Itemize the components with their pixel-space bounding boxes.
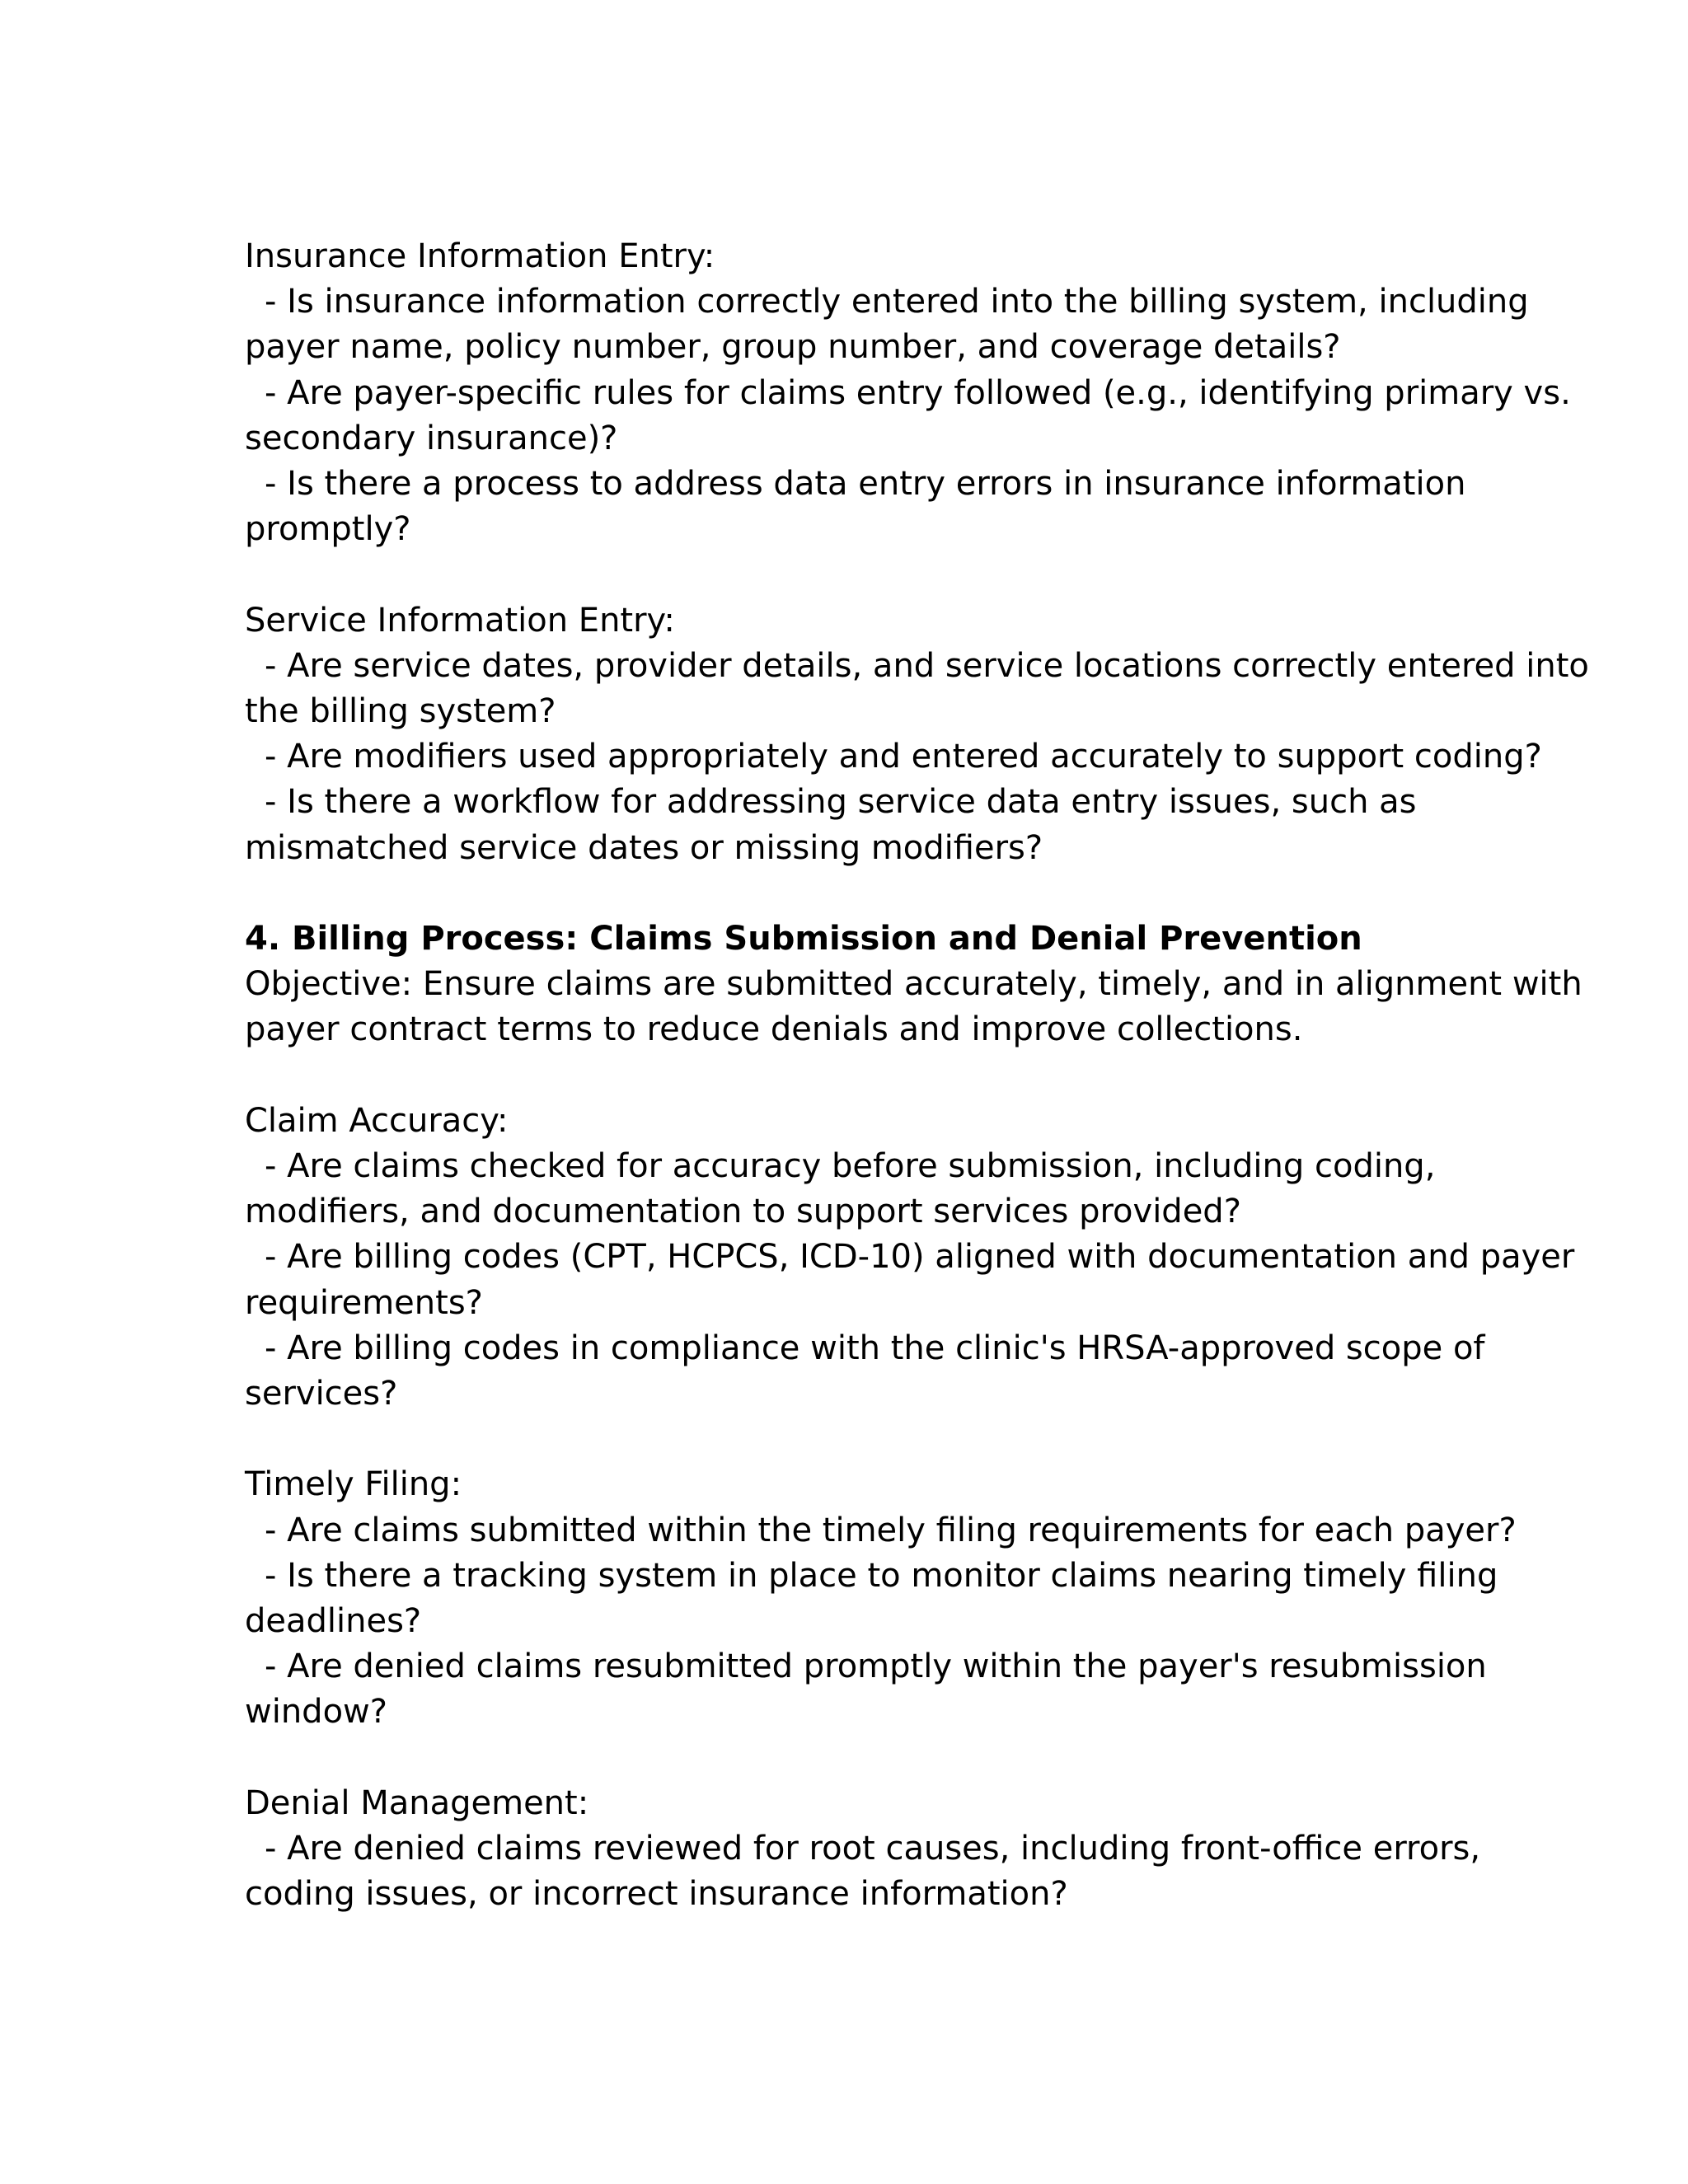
denial-management-heading: Denial Management:	[245, 1783, 589, 1822]
insurance-question-2-line-1: - Are payer-specific rules for claims entry followed (e.g., identifying primary vs.	[265, 373, 1571, 412]
claim-accuracy-heading: Claim Accuracy:	[245, 1101, 509, 1140]
service-question-1-line-1: - Are service dates, provider details, and service locations correctly entered into	[265, 646, 1589, 685]
insurance-section-heading: Insurance Information Entry:	[245, 237, 715, 275]
timely-filing-heading: Timely Filing:	[245, 1465, 462, 1504]
timely-filing-question-1-line-1: - Are claims submitted within the timely filing requirements for each payer?	[265, 1511, 1517, 1549]
timely-filing-question-2-line-2: deadlines?	[245, 1602, 422, 1641]
timely-filing-question-2-line-1: - Is there a tracking system in place to monitor claims nearing timely filing	[265, 1556, 1498, 1595]
paragraph-spacer	[245, 871, 1456, 916]
insurance-question-1-line-1: - Is insurance information correctly entered into the billing system, including	[265, 283, 1529, 321]
paragraph-spacer	[245, 552, 1456, 598]
service-question-3-line-2: mismatched service dates or missing modifiers?	[245, 828, 1043, 867]
insurance-question-2-line-2: secondary insurance)?	[245, 419, 618, 457]
service-question-1-line-2: the billing system?	[245, 692, 556, 731]
paragraph-spacer	[245, 1053, 1456, 1099]
claim-accuracy-question-3-line-1: - Are billing codes in compliance with the clinic's HRSA-approved scope of	[265, 1329, 1485, 1367]
service-question-2-line-1: - Are modifiers used appropriately and entered accurately to support coding?	[265, 738, 1542, 776]
claim-accuracy-question-2-line-1: - Are billing codes (CPT, HCPCS, ICD-10) aligned with documentation and payer	[265, 1238, 1575, 1277]
section-4-objective-line-2: payer contract terms to reduce denials and improve collections.	[245, 1010, 1303, 1049]
insurance-question-1-line-2: payer name, policy number, group number, and coverage details?	[245, 328, 1341, 367]
timely-filing-question-3-line-1: - Are denied claims resubmitted promptly within the payer's resubmission	[265, 1647, 1487, 1686]
claim-accuracy-question-1-line-1: - Are claims checked for accuracy before submission, including coding,	[265, 1147, 1436, 1186]
document-body	[245, 234, 1589, 1917]
section-4-objective-line-1: Objective: Ensure claims are submitted accurately, timely, and in alignment with	[245, 965, 1582, 1004]
claim-accuracy-question-1-line-2: modifiers, and documentation to support services provided?	[245, 1193, 1241, 1231]
insurance-question-3-line-2: promptly?	[245, 510, 411, 549]
claim-accuracy-question-2-line-2: requirements?	[245, 1283, 483, 1322]
timely-filing-question-3-line-2: window?	[245, 1693, 387, 1732]
service-section-heading: Service Information Entry:	[245, 601, 675, 640]
claim-accuracy-question-3-line-2: services?	[245, 1375, 398, 1413]
paragraph-spacer	[245, 1417, 1456, 1462]
denial-management-question-1-line-1: - Are denied claims reviewed for root causes, including front-office errors,	[265, 1830, 1481, 1868]
insurance-question-3-line-1: - Is there a process to address data entry errors in insurance information	[265, 465, 1466, 504]
section-4-title: 4. Billing Process: Claims Submission and Denial Prevention	[245, 920, 1362, 958]
paragraph-spacer	[245, 1736, 1456, 1781]
service-question-3-line-1: - Is there a workflow for addressing service data entry issues, such as	[265, 783, 1417, 822]
denial-management-question-1-line-2: coding issues, or incorrect insurance information?	[245, 1875, 1068, 1914]
